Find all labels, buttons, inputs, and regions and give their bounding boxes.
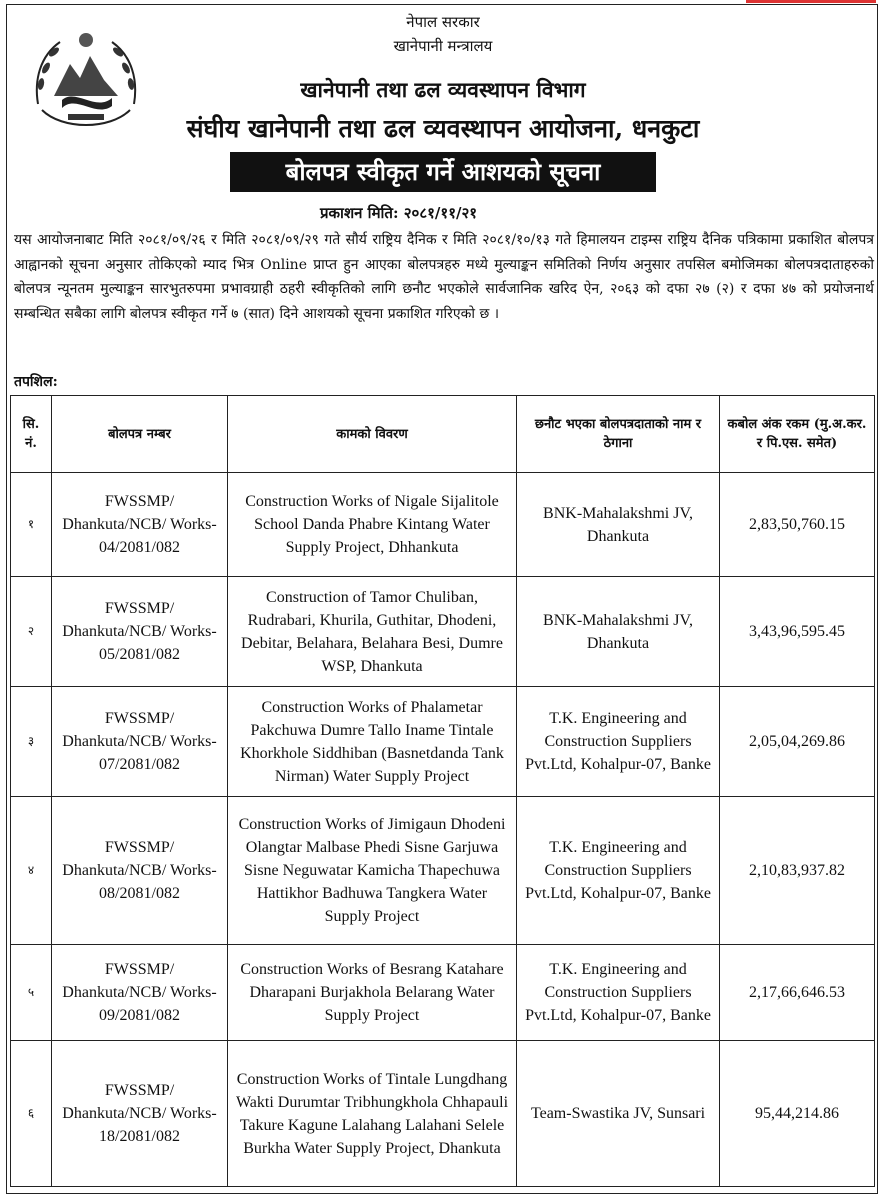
row-bid-number: FWSSMP/ Dhankuta/NCB/ Works-09/2081/082 — [52, 945, 228, 1041]
row-bidder: BNK-Mahalakshmi JV, Dhankuta — [517, 577, 720, 687]
header-government: नेपाल सरकार — [406, 13, 480, 31]
row-bid-number: FWSSMP/ Dhankuta/NCB/ Works-18/2081/082 — [52, 1041, 228, 1187]
table-row — [11, 797, 875, 945]
row-bid-number: FWSSMP/ Dhankuta/NCB/ Works-07/2081/082 — [52, 687, 228, 797]
header-department: खानेपानी तथा ढल व्यवस्थापन विभाग — [300, 77, 586, 102]
header-bid-number: बोलपत्र नम्बर — [52, 396, 228, 473]
table-header-row — [11, 396, 875, 473]
row-description: Construction Works of Phalametar Pakchuwa Dumre Tallo Iname Tintale Khorkhole Siddhiban (Basnetdanda Tank Nirman) Water Supply Project — [228, 687, 517, 797]
publication-date: प्रकाशन मिति: २०८१/११/२१ — [320, 204, 478, 222]
row-sn: ३ — [11, 687, 52, 797]
row-bidder: T.K. Engineering and Construction Suppliers Pvt.Ltd, Kohalpur-07, Banke — [517, 945, 720, 1041]
table-row — [11, 945, 875, 1041]
header-ministry: खानेपानी मन्त्रालय — [393, 37, 493, 55]
notice-title: बोलपत्र स्वीकृत गर्ने आशयको सूचना — [230, 152, 656, 192]
header-sn: सि. नं. — [11, 396, 52, 473]
row-bid-number: FWSSMP/ Dhankuta/NCB/ Works-08/2081/082 — [52, 797, 228, 945]
row-sn: ५ — [11, 945, 52, 1041]
row-bidder: T.K. Engineering and Construction Suppliers Pvt.Ltd, Kohalpur-07, Banke — [517, 687, 720, 797]
row-bidder: T.K. Engineering and Construction Suppliers Pvt.Ltd, Kohalpur-07, Banke — [517, 797, 720, 945]
table-row — [11, 687, 875, 797]
row-description: Construction Works of Tintale Lungdhang Wakti Durumtar Tribhungkhola Chhapauli Takure Kagune Lalahang Lalahani Selele Burkha Water Supply Project, Dhankuta — [228, 1041, 517, 1187]
row-amount: 2,10,83,937.82 — [720, 797, 875, 945]
header-work-description: कामको विवरण — [228, 396, 517, 473]
row-description: Construction of Tamor Chuliban, Rudrabari, Khurila, Guthitar, Dhodeni, Debitar, Belahara, Belahara Besi, Dumre WSP, Dhankuta — [228, 577, 517, 687]
row-amount: 2,05,04,269.86 — [720, 687, 875, 797]
row-amount: 2,17,66,646.53 — [720, 945, 875, 1041]
details-label: तपशिल: — [14, 374, 58, 390]
row-amount: 3,43,96,595.45 — [720, 577, 875, 687]
table-row — [11, 473, 875, 577]
row-sn: ४ — [11, 797, 52, 945]
row-sn: ६ — [11, 1041, 52, 1187]
table-row — [11, 1041, 875, 1187]
row-description: Construction Works of Besrang Katahare Dharapani Burjakhola Belarang Water Supply Project — [228, 945, 517, 1041]
row-amount: 95,44,214.86 — [720, 1041, 875, 1187]
table-row — [11, 577, 875, 687]
row-amount: 2,83,50,760.15 — [720, 473, 875, 577]
top-edge-mark — [746, 0, 876, 3]
row-description: Construction Works of Jimigaun Dhodeni Olangtar Malbase Phedi Sisne Garjuwa Sisne Neguwatar Kamicha Thapechuwa Hattikhor Badhuwa Tangkera Water Supply Project — [228, 797, 517, 945]
row-sn: २ — [11, 577, 52, 687]
header-bidder: छनौट भएका बोलपत्रदाताको नाम र ठेगाना — [517, 396, 720, 473]
row-bidder: Team-Swastika JV, Sunsari — [517, 1041, 720, 1187]
row-bid-number: FWSSMP/ Dhankuta/NCB/ Works-05/2081/082 — [52, 577, 228, 687]
row-bid-number: FWSSMP/ Dhankuta/NCB/ Works-04/2081/082 — [52, 473, 228, 577]
header-amount: कबोल अंक रकम (मु.अ.कर. र पि.एस. समेत) — [720, 396, 875, 473]
row-sn: १ — [11, 473, 52, 577]
bid-acceptance-table — [10, 395, 875, 1187]
intro-paragraph: यस आयोजनाबाट मिति २०८१/०९/२६ र मिति २०८१/०९/२९ गते सौर्य राष्ट्रिय दैनिक र मिति २०८१/१०/१३ गते हिमालयन टाइम्स राष्ट्रिय दैनिक पत्रिकामा प्रकाशित बोलपत्र आह्वानको सूचना अनुसार तोकिएको म्याद भित्र Online प्राप्त हुन आएका बोलपत्रहरु मध्ये मुल्याङ्कन समितिको निर्णय अनुसार तपसिल बमोजिमका बोलपत्रदाताहरुको बोलपत्र न्यूनतम मुल्याङ्कन सारभुतरुपमा प्रभावग्राही ठहरी स्वीकृतिको लागि छनौट भएकोले सार्वजानिक खरिद ऐन, २०६३ को दफा २७ (२) र दफा ४७ को प्रयोजनार्थ सम्बन्धित सबैका लागि बोलपत्र स्वीकृत गर्ने ७ (सात) दिने आशयको सूचना प्रकाशित गरिएको छ । — [14, 232, 874, 322]
header-project-office: संघीय खानेपानी तथा ढल व्यवस्थापन आयोजना, धनकुटा — [186, 114, 700, 143]
row-description: Construction Works of Nigale Sijalitole School Danda Phabre Kintang Water Supply Project, Dhhankuta — [228, 473, 517, 577]
row-bidder: BNK-Mahalakshmi JV, Dhankuta — [517, 473, 720, 577]
